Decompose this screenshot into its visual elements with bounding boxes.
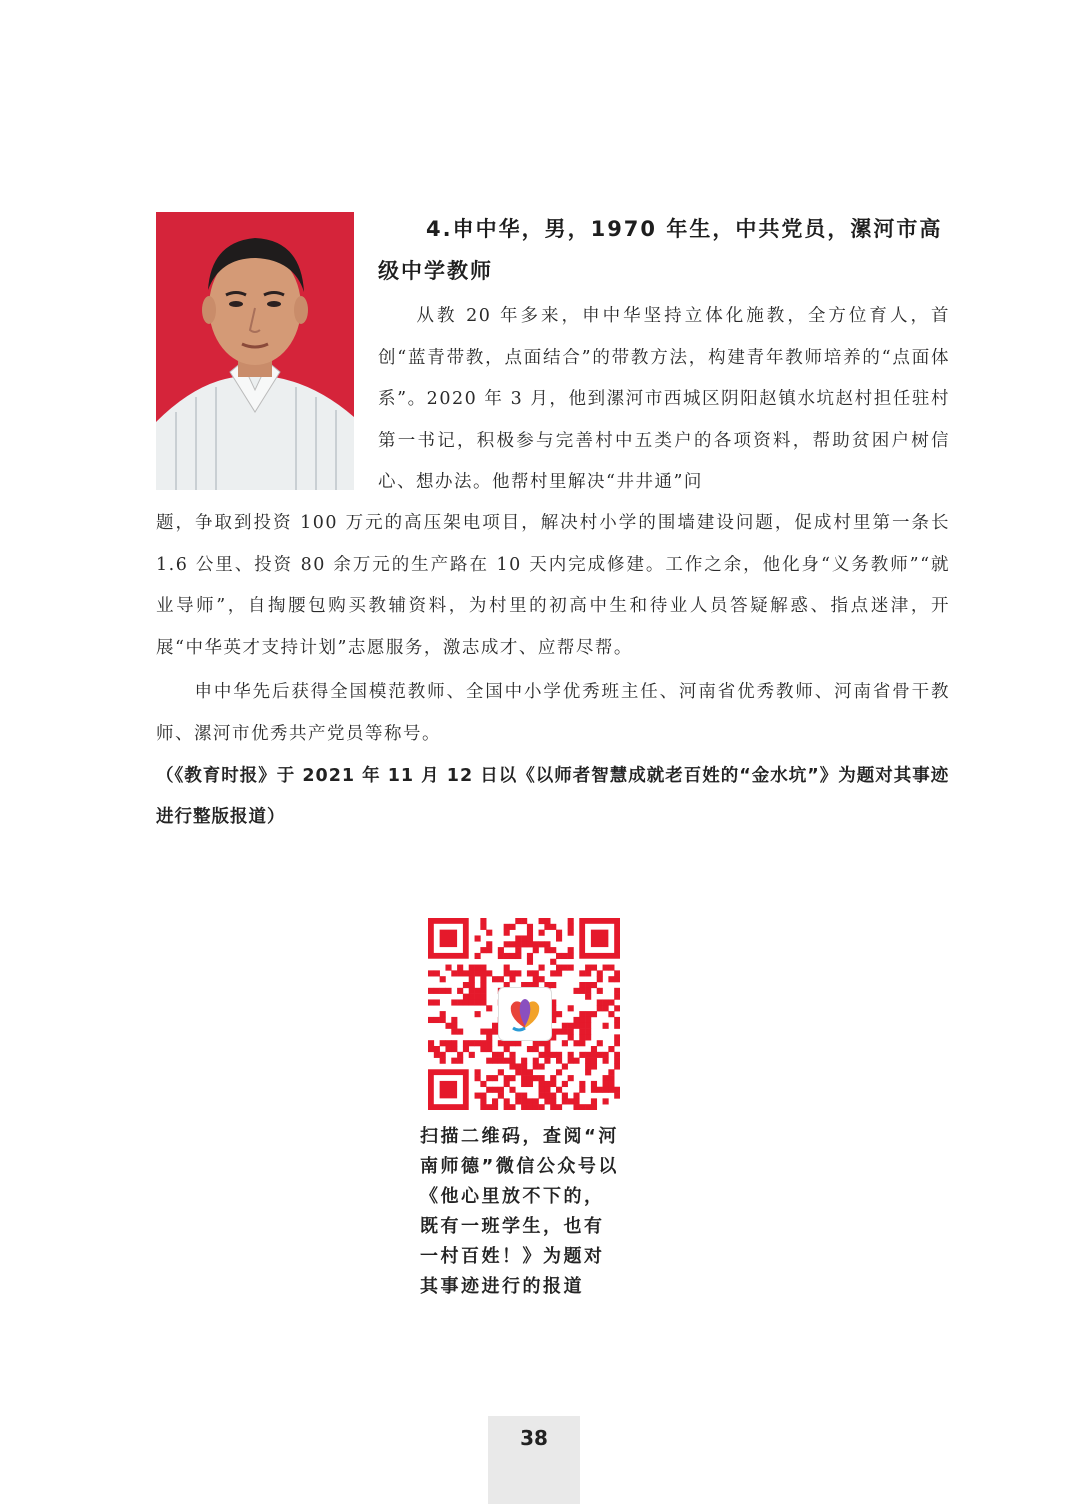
heading-line-2: 级中学教师 <box>378 259 493 283</box>
portrait-photo <box>156 212 354 490</box>
heading-line-1: 4.申中华，男，1970 年生，中共党员，漯河市高 <box>426 217 943 241</box>
page-number-box <box>488 1416 580 1504</box>
page-number: 38 <box>520 1426 548 1450</box>
qr-caption: 扫描二维码，查阅“河南师德”微信公众号以《他心里放不下的，既有一班学生，也有一村百姓！》为题对其事迹进行的报道 <box>420 1126 619 1297</box>
qr-logo-icon <box>498 987 552 1041</box>
paragraph-2-text: 申中华先后获得全国模范教师、全国中小学优秀班主任、河南省优秀教师、河南省骨干教师、漯河市优秀共产党员等称号。 <box>156 682 950 744</box>
body-paragraph-1 <box>378 296 950 504</box>
body-paragraph-1-continued <box>156 503 950 669</box>
body-paragraph-2 <box>156 672 950 755</box>
paragraph-1-text: 从教 20 年多来，申中华坚持立体化施教，全方位育人，首创“蓝青带教，点面结合”的带教方法，构建青年教师培养的“点面体系”。2020 年 3 月，他到漯河市西城区阴阳赵镇水坑赵村担任驻村第一书记，积极参与完善村中五类户的各项资料，帮助贫困户树信心、想办法。他帮村里解决“井井通”问 <box>378 306 950 492</box>
citation-note: （《教育时报》于 2021 年 11 月 12 日以《以师者智慧成就老百姓的“金水坑”》为题对其事迹进行整版报道） <box>156 766 950 827</box>
profile-heading <box>378 208 950 292</box>
paragraph-1-continued-text: 题，争取到投资 100 万元的高压架电项目，解决村小学的围墙建设问题，促成村里第一条长 1.6 公里、投资 80 余万元的生产路在 10 天内完成修建。工作之余，他化身“义务教师”“就业导师”，自掏腰包购买教辅资料，为村里的初高中生和待业人员答疑解惑、指点迷津，开展“中华英才支持计划”志愿服务，激志成才、应帮尽帮。 <box>156 513 950 658</box>
